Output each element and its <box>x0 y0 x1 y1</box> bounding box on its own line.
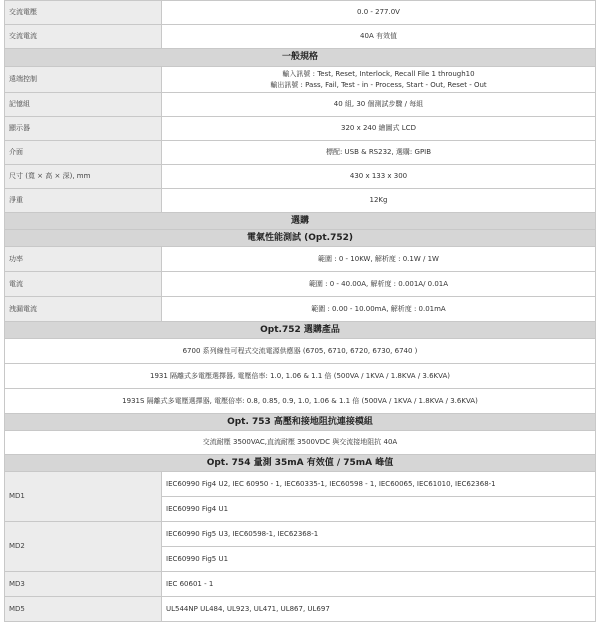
row-value: 430 x 133 x 300 <box>162 165 596 189</box>
opt753-description: 交流耐壓 3500VAC,直流耐壓 3500VDC 與交流接地阻抗 40A <box>5 431 596 455</box>
row-value: 範圍 : 0 - 10KW, 解析度 : 0.1W / 1W <box>162 247 596 272</box>
row-value: 範圍 : 0 - 40.00A, 解析度 : 0.001A/ 0.01A <box>162 272 596 297</box>
table-row <box>5 141 596 165</box>
table-row <box>5 93 596 117</box>
row-label: 功率 <box>5 247 162 272</box>
row-value: 0.0 - 277.0V <box>162 1 596 25</box>
section-opt752-title: 電氣性能測試 (Opt.752) <box>5 230 596 247</box>
table-row <box>5 25 596 49</box>
row-label: 交流電壓 <box>5 1 162 25</box>
row-label: 記憶組 <box>5 93 162 117</box>
section-header <box>5 49 596 67</box>
row-label: MD3 <box>5 572 162 597</box>
table-row <box>5 165 596 189</box>
section-opt754-title: Opt. 754 量測 35mA 有效值 / 75mA 峰值 <box>5 455 596 472</box>
row-value: IEC60990 Fig5 U1 <box>162 547 596 572</box>
remote-output-line: 輸出訊號 : Pass, Fail, Test - in - Process, Start - Out, Reset - Out <box>270 80 487 89</box>
row-value: UL544NP UL484, UL923, UL471, UL867, UL697 <box>162 597 596 622</box>
table-row <box>5 247 596 272</box>
table-row <box>5 67 596 93</box>
row-label: MD5 <box>5 597 162 622</box>
section-opt752-products-title: Opt.752 選購產品 <box>5 322 596 339</box>
table-row <box>5 472 596 497</box>
row-label: 顯示器 <box>5 117 162 141</box>
section-header <box>5 213 596 230</box>
row-label: 洩漏電流 <box>5 297 162 322</box>
row-value: IEC60990 Fig5 U3, IEC60598-1, IEC62368-1 <box>162 522 596 547</box>
section-header <box>5 414 596 431</box>
section-header <box>5 455 596 472</box>
table-row <box>5 339 596 364</box>
table-row <box>5 272 596 297</box>
table-row <box>5 597 596 622</box>
product-item: 1931 隔離式多電壓選擇器, 電壓倍率: 1.0, 1.06 & 1.1 倍 (500VA / 1KVA / 1.8KVA / 3.6KVA) <box>5 364 596 389</box>
row-value <box>162 67 596 93</box>
table-row <box>5 431 596 455</box>
section-options-title: 選購 <box>5 213 596 230</box>
row-value: IEC60990 Fig4 U1 <box>162 497 596 522</box>
section-opt753-title: Opt. 753 高壓和接地阻抗連接模組 <box>5 414 596 431</box>
row-label: 交流電流 <box>5 25 162 49</box>
table-row <box>5 572 596 597</box>
row-label: 介面 <box>5 141 162 165</box>
row-value: IEC60990 Fig4 U2, IEC 60950 - 1, IEC60335-1, IEC60598 - 1, IEC60065, IEC61010, IEC62368-1 <box>162 472 596 497</box>
table-row <box>5 297 596 322</box>
table-row <box>5 522 596 547</box>
row-label: 遠端控制 <box>5 67 162 93</box>
section-general-title: 一般規格 <box>5 49 596 67</box>
row-label: MD2 <box>5 522 162 572</box>
section-header <box>5 230 596 247</box>
row-value: 40A 有效值 <box>162 25 596 49</box>
remote-input-line: 輸入訊號 : Test, Reset, Interlock, Recall File 1 through10 <box>282 69 475 78</box>
table-row <box>5 364 596 389</box>
table-row <box>5 189 596 213</box>
product-item: 6700 系列線性可程式交流電源供應器 (6705, 6710, 6720, 6730, 6740 ) <box>5 339 596 364</box>
section-header <box>5 322 596 339</box>
row-value: IEC 60601 - 1 <box>162 572 596 597</box>
row-value: 320 x 240 繪圖式 LCD <box>162 117 596 141</box>
table-row <box>5 1 596 25</box>
row-label: 尺寸 (寬 × 高 × 深), mm <box>5 165 162 189</box>
table-row <box>5 389 596 414</box>
row-label: 電流 <box>5 272 162 297</box>
row-value: 12Kg <box>162 189 596 213</box>
row-value: 範圍 : 0.00 - 10.00mA, 解析度 : 0.01mA <box>162 297 596 322</box>
row-label: 淨重 <box>5 189 162 213</box>
spec-table <box>4 0 596 622</box>
row-value: 40 組, 30 個測試步驟 / 每組 <box>162 93 596 117</box>
product-item: 1931S 隔離式多電壓選擇器, 電壓倍率: 0.8, 0.85, 0.9, 1.0, 1.06 & 1.1 倍 (500VA / 1KVA / 1.8KVA / 3.6KVA) <box>5 389 596 414</box>
table-row <box>5 117 596 141</box>
row-label: MD1 <box>5 472 162 522</box>
row-value: 標配: USB & RS232, 選購: GPIB <box>162 141 596 165</box>
